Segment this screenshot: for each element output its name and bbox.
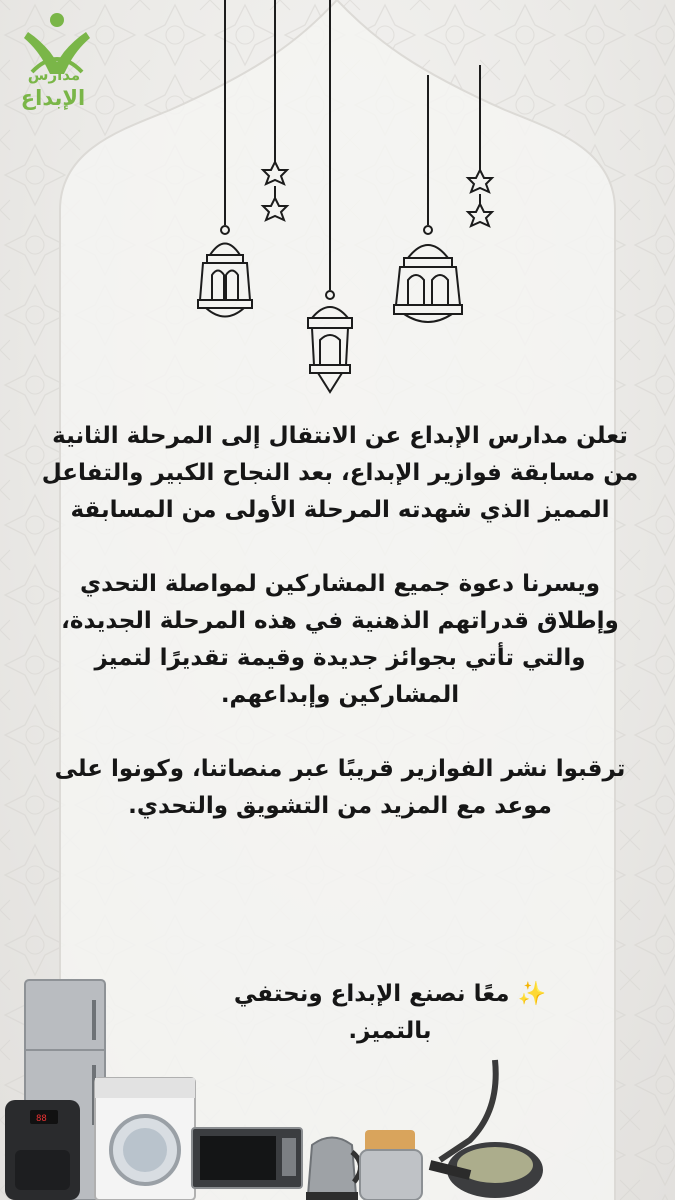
paragraph-line: المشاركين وإبداعهم. bbox=[220, 682, 460, 708]
closing-text: معًا نصنع الإبداع ونحتفي بالتميز. bbox=[233, 981, 510, 1044]
paragraph-line: المميز الذي شهدته المرحلة الأولى من المسابقة bbox=[70, 497, 610, 523]
logo-text-line1: مدارس bbox=[27, 66, 81, 84]
paragraph-line: تعلن مدارس الإبداع عن الانتقال إلى المرحلة الثانية bbox=[52, 423, 628, 449]
toaster-icon bbox=[360, 1130, 422, 1200]
logo-text-line2: الإبداع bbox=[20, 86, 86, 110]
paragraph-2 bbox=[40, 566, 640, 714]
announcement-text bbox=[40, 418, 640, 862]
sparkles-icon: ✨ bbox=[517, 981, 547, 1007]
paragraph-line: وإطلاق قدراتهم الذهنية في هذه المرحلة الجديدة، bbox=[61, 608, 619, 634]
paragraph-line: ترقبوا نشر الفوازير قريبًا عبر منصاتنا، وكونوا على bbox=[54, 756, 626, 782]
paragraph-3 bbox=[40, 751, 640, 825]
paragraph-line: موعد مع المزيد من التشويق والتحدي. bbox=[128, 793, 552, 819]
appliances-illustration bbox=[0, 960, 675, 1200]
kettle-icon bbox=[306, 1138, 361, 1200]
air-fryer-icon bbox=[5, 1100, 80, 1200]
lanterns-decoration bbox=[180, 0, 500, 400]
vacuum-cleaner-icon bbox=[430, 1060, 543, 1198]
svg-text:88: 88 bbox=[36, 1114, 47, 1124]
paragraph-line: والتي تأتي بجوائز جديدة وقيمة تقديرًا لتميز bbox=[94, 645, 586, 671]
microwave-icon bbox=[192, 1128, 302, 1188]
paragraph-line: ويسرنا دعوة جميع المشاركين لمواصلة التحدي bbox=[79, 571, 600, 597]
paragraph-line: من مسابقة فوازير الإبداع، بعد النجاح الكبير والتفاعل bbox=[41, 460, 639, 486]
washing-machine-icon bbox=[95, 1078, 195, 1200]
paragraph-1 bbox=[40, 418, 640, 529]
